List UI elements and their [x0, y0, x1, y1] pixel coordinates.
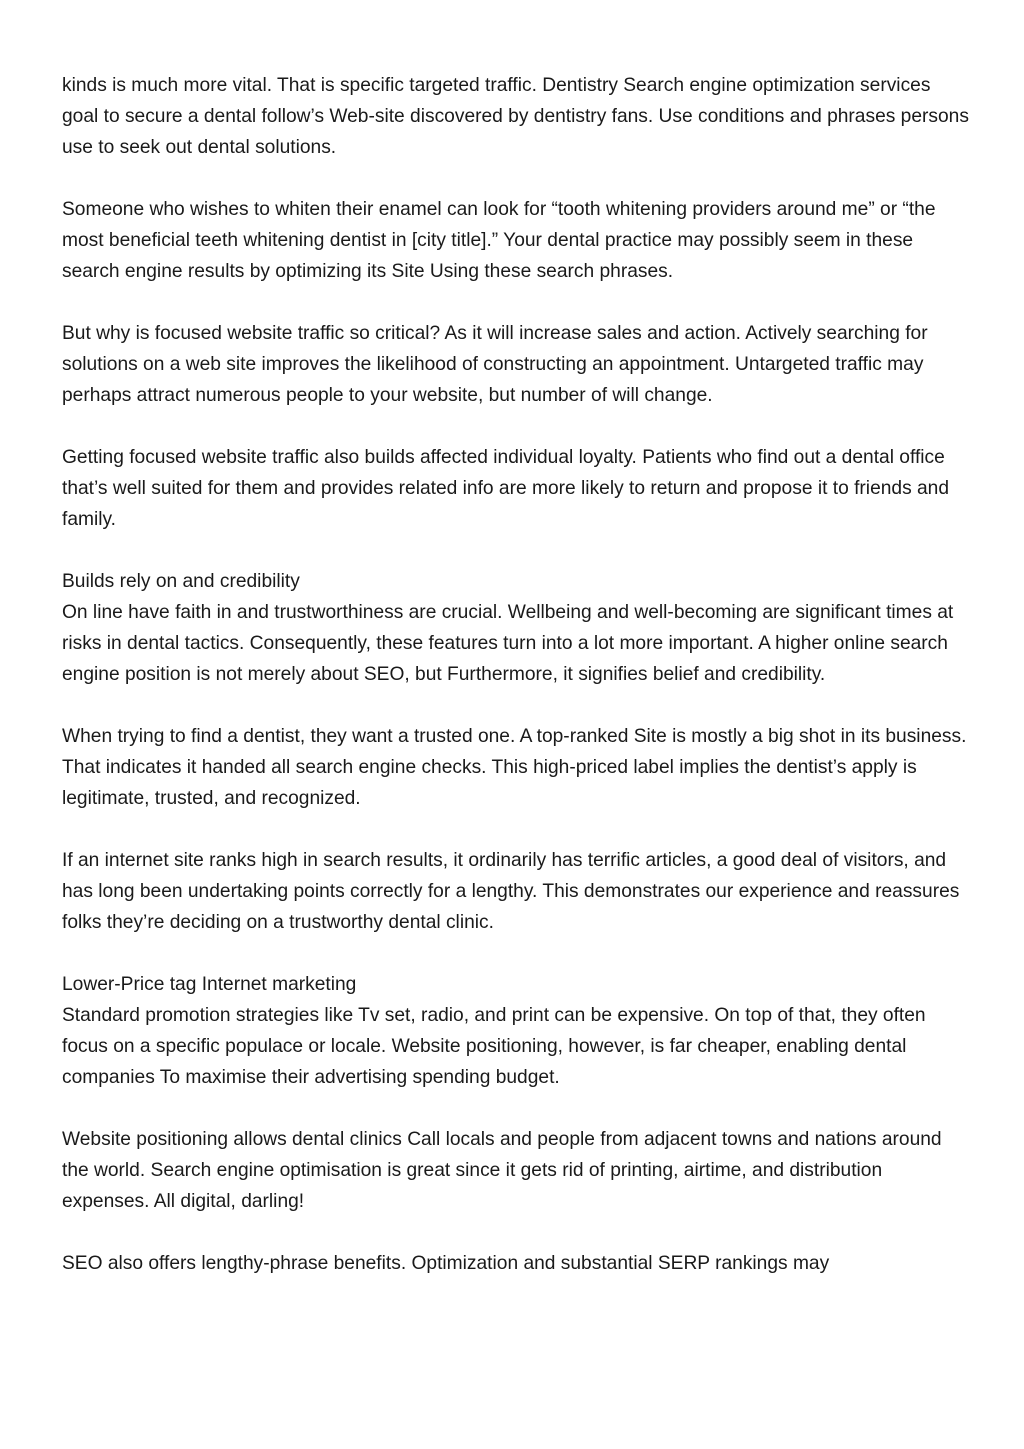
document-page [62, 70, 972, 1279]
paragraph-online-trust: On line have faith in and trustworthiness are crucial. Wellbeing and well-becoming are significant times at risks in dental tactics. Consequently, these features turn into a lot more important. A higher online search engine position is not merely about SEO, but Furthermore, it signifies belief and credibility. [62, 602, 954, 685]
section-heading-credibility: Builds rely on and credibility [62, 571, 300, 592]
section-heading-marketing: Lower-Price tag Internet marketing [62, 974, 357, 995]
paragraph-long-term-benefits: SEO also offers lengthy-phrase benefits. Optimization and substantial SERP rankings may [62, 1253, 830, 1274]
paragraph-trusted-dentist: When trying to find a dentist, they want a trusted one. A top-ranked Site is mostly a big shot in its business. That indicates it handed all search engine checks. This high-priced label implies the dentist’s apply is legitimate, trusted, and recognized. [62, 726, 967, 809]
paragraph-standard-promotion: Standard promotion strategies like Tv set, radio, and print can be expensive. On top of that, they often focus on a specific populace or locale. Website positioning, however, is far cheaper, enabling dental companies To maximise their advertising spending budget. [62, 1005, 926, 1088]
paragraph-search-ranking: If an internet site ranks high in search results, it ordinarily has terrific articles, a good deal of visitors, and has long been undertaking points correctly for a lengthy. This demonstrates our experience and reassures folks they’re deciding on a trustworthy dental clinic. [62, 850, 960, 933]
paragraph-targeted-traffic: kinds is much more vital. That is specific targeted traffic. Dentistry Search engine optimization services goal to secure a dental follow’s Web-site discovered by dentistry fans. Use conditions and phrases persons use to seek out dental solutions. [62, 75, 969, 158]
paragraph-focused-traffic: But why is focused website traffic so critical? As it will increase sales and action. Actively searching for solutions on a web site improves the likelihood of constructing an appointment. Untargeted traffic may perhaps attract numerous people to your website, but number of will change. [62, 323, 928, 406]
paragraph-patient-loyalty: Getting focused website traffic also builds affected individual loyalty. Patients who find out a dental office that’s well suited for them and provides related info are more likely to return and propose it to friends and family. [62, 447, 950, 530]
paragraph-teeth-whitening: Someone who wishes to whiten their enamel can look for “tooth whitening providers around me” or “the most beneficial teeth whitening dentist in [city title].” Your dental practice may possibly seem in these search engine results by optimizing its Site Using these search phrases. [62, 199, 936, 282]
paragraph-local-reach: Website positioning allows dental clinics Call locals and people from adjacent towns and nations around the world. Search engine optimisation is great since it gets rid of printing, airtime, and distribution expenses. All digital, darling! [62, 1129, 942, 1212]
